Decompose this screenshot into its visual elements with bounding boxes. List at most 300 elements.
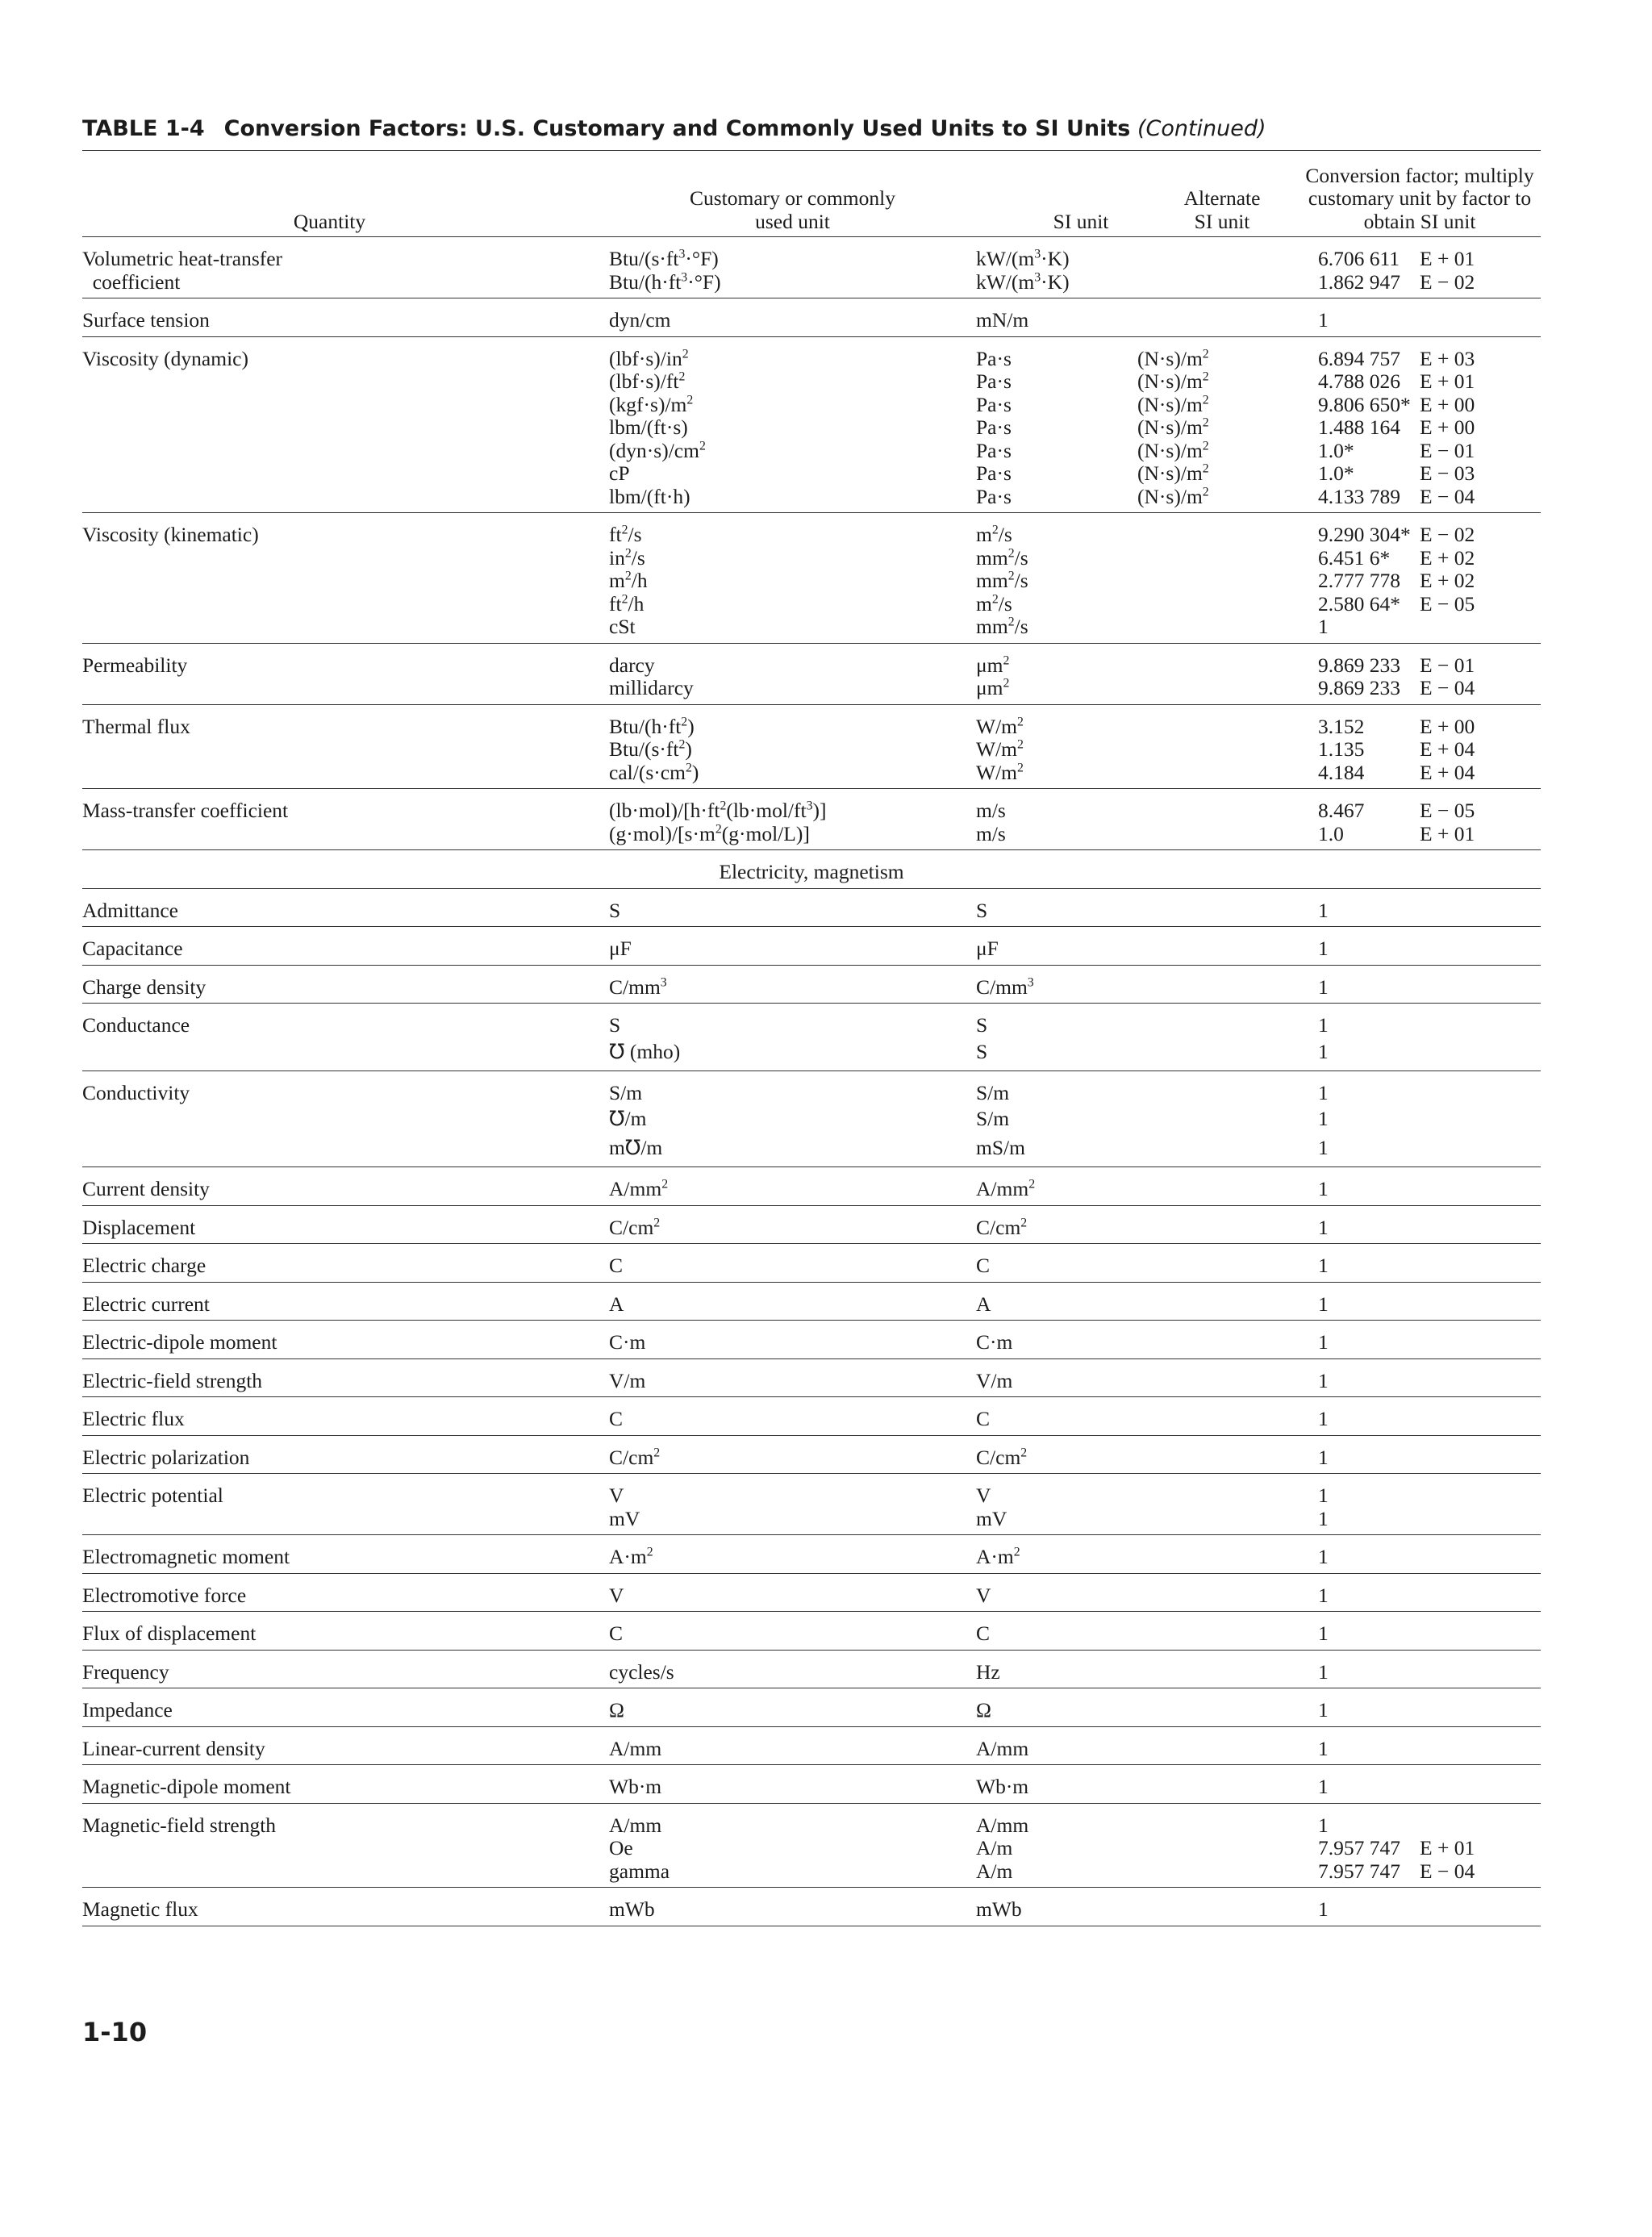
si-unit-text: Pa·s — [976, 415, 1012, 439]
conversion-factor-line — [1318, 524, 1541, 547]
table-row — [82, 1397, 1541, 1436]
alternate-si-unit-cell — [1137, 1071, 1299, 1167]
customary-unit-text: $C/cm^2$ — [609, 1215, 661, 1239]
customary-unit-text: lbm/(ft·h) — [609, 484, 690, 508]
factor-value: 1 — [1318, 1080, 1329, 1104]
alternate-si-unit-cell — [1137, 336, 1299, 513]
alternate-si-unit-text — [1137, 309, 1299, 332]
factor-value: 1 — [1318, 1506, 1329, 1530]
conversion-factor-cell — [1299, 927, 1541, 966]
si-unit-cell — [976, 1435, 1137, 1474]
factor-value: 9.806 650* — [1318, 392, 1411, 416]
quantity-cell — [82, 927, 609, 966]
factor-value: 1 — [1318, 1039, 1329, 1063]
customary-unit-cell — [609, 1573, 976, 1612]
conversion-factor-cell — [1299, 1573, 1541, 1612]
table-row — [82, 1071, 1541, 1167]
quantity-cell — [82, 1358, 609, 1397]
customary-unit-cell — [609, 1803, 976, 1888]
conversion-factor-line — [1318, 616, 1541, 639]
customary-unit-text: cycles/s — [609, 1659, 674, 1684]
alternate-si-unit-text — [1137, 248, 1299, 271]
factor-value: 1 — [1318, 308, 1329, 332]
factor-value: 1.0* — [1318, 438, 1354, 462]
alternate-si-unit-cell — [1137, 1726, 1299, 1765]
conversion-factor-line — [1318, 348, 1541, 371]
si-unit-cell — [976, 1688, 1137, 1727]
customary-unit-text: $(lb\cdot mol)/[h\cdot ft^2(lb\cdot mol/ft^3)]$ — [609, 799, 827, 822]
conversion-factor-line — [1318, 1584, 1541, 1608]
customary-unit-text: $(kgf\cdot s)/m^2$ — [609, 392, 694, 416]
si-unit-cell — [976, 1167, 1137, 1206]
quantity-cell — [82, 336, 609, 513]
si-unit-text: mV — [976, 1506, 1007, 1530]
alternate-si-unit-cell — [1137, 237, 1299, 298]
table-row — [82, 1205, 1541, 1244]
factor-value: 3.152 — [1318, 714, 1365, 738]
si-unit-text: C — [976, 1254, 991, 1277]
customary-unit-cell — [609, 1650, 976, 1688]
conversion-factor-line — [1318, 271, 1541, 294]
si-unit-text: V — [976, 1484, 991, 1507]
conversion-factor-cell — [1299, 1888, 1541, 1926]
conversion-factor-line — [1318, 899, 1541, 923]
customary-unit-text: m℧/m — [609, 1136, 663, 1159]
quantity-cell — [82, 965, 609, 1004]
quantity-cell — [82, 704, 609, 789]
factor-exponent: E + 00 — [1420, 714, 1475, 738]
factor-value: 1 — [1318, 1445, 1329, 1469]
quantity-cell — [82, 1167, 609, 1206]
alternate-si-unit-text — [1137, 976, 1299, 1000]
table-row — [82, 1888, 1541, 1926]
alternate-si-unit-text — [1137, 1082, 1299, 1105]
customary-unit-text: Btu/$(s\cdot ft^3\cdot^\circ F)$ — [609, 247, 719, 270]
factor-exponent: E − 01 — [1420, 438, 1475, 462]
quantity-cell — [82, 1650, 609, 1688]
customary-unit-text: ℧/m — [609, 1107, 647, 1130]
si-unit-text: A/mm — [976, 1813, 1029, 1837]
si-unit-cell — [976, 1888, 1137, 1926]
alternate-si-unit-cell — [1137, 1321, 1299, 1359]
factor-value: 9.869 233 — [1318, 676, 1400, 699]
si-unit-text: S — [976, 1013, 988, 1037]
table-row — [82, 513, 1541, 644]
factor-exponent: E + 04 — [1420, 760, 1475, 784]
alternate-si-unit-cell — [1137, 1474, 1299, 1535]
factor-value: 9.290 304* — [1318, 523, 1411, 546]
customary-unit-cell — [609, 1726, 976, 1765]
conversion-factor-line — [1318, 547, 1541, 570]
conversion-factor-cell — [1299, 1650, 1541, 1688]
table-row — [82, 1726, 1541, 1765]
conversion-factor-line — [1318, 1814, 1541, 1838]
customary-unit-cell — [609, 336, 976, 513]
customary-unit-text: millidarcy — [609, 676, 694, 699]
customary-unit-text: A — [609, 1292, 624, 1316]
table-row — [82, 1573, 1541, 1612]
customary-unit-text: $m^2/h$ — [609, 569, 648, 592]
alternate-si-unit-text — [1137, 799, 1299, 823]
customary-unit-cell — [609, 513, 976, 644]
conversion-factor-cell — [1299, 1726, 1541, 1765]
conversion-factor-cell — [1299, 965, 1541, 1004]
conversion-factor-cell — [1299, 789, 1541, 850]
si-unit-cell — [976, 1071, 1137, 1167]
factor-value: 1 — [1318, 1330, 1329, 1354]
customary-unit-text: cal/$(s\cdot cm^2)$ — [609, 760, 699, 784]
si-unit-cell — [976, 927, 1137, 966]
customary-unit-text: gamma — [609, 1859, 670, 1883]
table-label: TABLE 1-4 — [82, 116, 205, 141]
quantity-text: Thermal flux — [82, 714, 190, 738]
customary-unit-text: S — [609, 898, 621, 922]
quantity-text: Permeability — [82, 653, 188, 677]
conversion-factor-line — [1318, 1661, 1541, 1684]
conversion-factor-cell — [1299, 1435, 1541, 1474]
conversion-factor-line — [1318, 937, 1541, 961]
si-unit-text: S/m — [976, 1107, 1010, 1130]
si-unit-cell — [976, 1358, 1137, 1397]
factor-value: 1 — [1318, 1775, 1329, 1798]
customary-unit-cell — [609, 1358, 976, 1397]
si-unit-cell — [976, 1397, 1137, 1436]
quantity-text: Viscosity (dynamic) — [82, 346, 248, 370]
customary-unit-text: C — [609, 1407, 624, 1430]
si-unit-cell — [976, 1474, 1137, 1535]
customary-unit-cell — [609, 1688, 976, 1727]
customary-unit-text: $(lbf\cdot s)/in^2$ — [609, 346, 689, 370]
customary-unit-cell — [609, 643, 976, 704]
si-unit-cell — [976, 704, 1137, 789]
conversion-factor-line — [1318, 1104, 1541, 1133]
alternate-si-unit-cell — [1137, 1688, 1299, 1727]
header-conversion-factor: Conversion factor; multiply customary unit by factor to obtain SI unit — [1299, 151, 1541, 237]
table-row — [82, 1321, 1541, 1359]
customary-unit-cell — [609, 1282, 976, 1321]
alternate-si-unit-text — [1137, 716, 1299, 739]
alternate-si-unit-text — [1137, 1408, 1299, 1431]
quantity-text: Surface tension — [82, 308, 210, 332]
factor-value: 1 — [1318, 1254, 1329, 1277]
factor-exponent: E − 03 — [1420, 461, 1475, 485]
quantity-cell — [82, 1321, 609, 1359]
si-unit-text: $C/mm^3$ — [976, 975, 1034, 999]
alternate-si-unit-text — [1137, 1014, 1299, 1037]
si-unit-text: $\mu m^2$ — [976, 676, 1010, 699]
factor-value: 9.869 233 — [1318, 653, 1400, 677]
conversion-factor-cell — [1299, 1244, 1541, 1283]
si-unit-text: $W/m^2$ — [976, 737, 1024, 761]
alternate-si-unit-cell — [1137, 1167, 1299, 1206]
conversion-factor-line — [1318, 762, 1541, 785]
factor-exponent: E + 01 — [1420, 1836, 1475, 1859]
alternate-si-unit-text: $(N\cdot s)/m^2$ — [1137, 484, 1209, 508]
customary-unit-cell — [609, 1535, 976, 1574]
customary-unit-cell — [609, 965, 976, 1004]
customary-unit-cell — [609, 1205, 976, 1244]
conversion-factor-line — [1318, 1484, 1541, 1508]
quantity-cell — [82, 1573, 609, 1612]
quantity-cell — [82, 1205, 609, 1244]
conversion-factor-cell — [1299, 1004, 1541, 1071]
customary-unit-text: A/mm — [609, 1813, 662, 1837]
alternate-si-unit-text — [1137, 1217, 1299, 1240]
si-unit-cell — [976, 1726, 1137, 1765]
quantity-cell — [82, 1535, 609, 1574]
si-unit-text: m/s — [976, 799, 1006, 822]
customary-unit-text: $in^2/s$ — [609, 545, 645, 570]
factor-exponent: E − 04 — [1420, 484, 1475, 508]
alternate-si-unit-text: $(N\cdot s)/m^2$ — [1137, 392, 1209, 416]
si-unit-text: Pa·s — [976, 346, 1012, 370]
conversion-factor-cell — [1299, 1535, 1541, 1574]
alternate-si-unit-text — [1137, 1508, 1299, 1531]
si-unit-cell — [976, 1803, 1137, 1888]
conversion-factor-line — [1318, 1738, 1541, 1761]
si-unit-text: S — [976, 1039, 988, 1063]
alternate-si-unit-text — [1137, 1293, 1299, 1317]
alternate-si-unit-cell — [1137, 1244, 1299, 1283]
quantity-text: Charge density — [82, 975, 206, 999]
conversion-factor-line — [1318, 823, 1541, 846]
customary-unit-text: Btu/$(h\cdot ft^3\cdot^\circ F)$ — [609, 269, 721, 294]
alternate-si-unit-text — [1137, 1837, 1299, 1860]
factor-exponent: E + 03 — [1420, 346, 1475, 370]
customary-unit-text: mWb — [609, 1897, 655, 1921]
table-row — [82, 888, 1541, 927]
conversion-factor-cell — [1299, 643, 1541, 704]
customary-unit-text: $(g\cdot mol)/[s\cdot m^2(g\cdot mol/L)]$ — [609, 821, 810, 845]
quantity-text: Electric-field strength — [82, 1368, 263, 1392]
alternate-si-unit-cell — [1137, 965, 1299, 1004]
section-header-row — [82, 850, 1541, 889]
factor-value: 1 — [1318, 1013, 1329, 1037]
conversion-factor-line — [1318, 416, 1541, 440]
quantity-cell — [82, 643, 609, 704]
quantity-text: Volumetric heat-transfer — [82, 247, 283, 270]
quantity-cell — [82, 237, 609, 298]
si-unit-cell — [976, 1573, 1137, 1612]
table-body — [82, 237, 1541, 1926]
si-unit-text: $m^2/s$ — [976, 523, 1012, 546]
si-unit-text: C·m — [976, 1330, 1013, 1354]
customary-unit-cell — [609, 1321, 976, 1359]
alternate-si-unit-text — [1137, 1860, 1299, 1884]
table-row — [82, 1358, 1541, 1397]
alternate-si-unit-cell — [1137, 1397, 1299, 1436]
factor-value: 2.777 778 — [1318, 569, 1400, 592]
table-row — [82, 1688, 1541, 1727]
conversion-factor-line — [1318, 248, 1541, 271]
conversion-factor-line — [1318, 440, 1541, 463]
factor-value: 6.894 757 — [1318, 346, 1400, 370]
table-row — [82, 1612, 1541, 1651]
si-unit-cell — [976, 513, 1137, 644]
conversion-factor-line — [1318, 1408, 1541, 1431]
customary-unit-text: Oe — [609, 1836, 633, 1859]
alternate-si-unit-text — [1137, 738, 1299, 762]
quantity-cell — [82, 513, 609, 644]
factor-value: 1 — [1318, 1897, 1329, 1921]
alternate-si-unit-cell — [1137, 1535, 1299, 1574]
si-unit-text: Pa·s — [976, 438, 1012, 462]
table-header-row — [82, 151, 1541, 237]
alternate-si-unit-cell — [1137, 1573, 1299, 1612]
conversion-factor-line — [1318, 677, 1541, 700]
factor-exponent: E + 02 — [1420, 545, 1475, 570]
alternate-si-unit-text: $(N\cdot s)/m^2$ — [1137, 438, 1209, 462]
si-unit-cell — [976, 1535, 1137, 1574]
factor-value: 1 — [1318, 1698, 1329, 1722]
alternate-si-unit-text — [1137, 1814, 1299, 1838]
conversion-factor-line — [1318, 462, 1541, 486]
factor-exponent: E − 04 — [1420, 1859, 1475, 1883]
customary-unit-text: C — [609, 1621, 624, 1645]
table-row — [82, 1535, 1541, 1574]
factor-exponent: E − 04 — [1420, 676, 1475, 699]
factor-value: 1 — [1318, 1215, 1329, 1239]
si-unit-text: V — [976, 1583, 991, 1607]
table-title — [82, 113, 1266, 145]
factor-value: 4.184 — [1318, 760, 1365, 784]
quantity-text: Current density — [82, 1177, 210, 1200]
si-unit-text: $mm^2/s$ — [976, 615, 1028, 638]
factor-value: 1 — [1318, 1545, 1329, 1568]
si-unit-cell — [976, 1244, 1137, 1283]
conversion-factor-cell — [1299, 1321, 1541, 1359]
si-unit-text: V/m — [976, 1368, 1013, 1392]
alternate-si-unit-cell — [1137, 298, 1299, 337]
si-unit-text: mS/m — [976, 1136, 1025, 1159]
alternate-si-unit-text — [1137, 1178, 1299, 1201]
conversion-factor-line — [1318, 309, 1541, 332]
customary-unit-text: Wb·m — [609, 1775, 662, 1798]
conversion-factor-line — [1318, 370, 1541, 394]
alternate-si-unit-text — [1137, 937, 1299, 961]
conversion-factor-line — [1318, 1508, 1541, 1531]
alternate-si-unit-cell — [1137, 1004, 1299, 1071]
quantity-text: Electromotive force — [82, 1583, 247, 1607]
si-unit-text: $C/cm^2$ — [976, 1445, 1028, 1469]
quantity-text: Displacement — [82, 1215, 196, 1239]
quantity-text: Magnetic flux — [82, 1897, 198, 1921]
conversion-factor-line — [1318, 1370, 1541, 1393]
customary-unit-text: cP — [609, 461, 630, 485]
quantity-text: Conductance — [82, 1013, 190, 1037]
alternate-si-unit-text — [1137, 1037, 1299, 1066]
customary-unit-cell — [609, 1888, 976, 1926]
alternate-si-unit-text — [1137, 271, 1299, 294]
alternate-si-unit-cell — [1137, 1435, 1299, 1474]
alternate-si-unit-text — [1137, 1661, 1299, 1684]
conversion-factor-line — [1318, 1178, 1541, 1201]
quantity-text: Conductivity — [82, 1080, 190, 1104]
factor-value: 7.957 747 — [1318, 1859, 1400, 1883]
factor-value: 1 — [1318, 1177, 1329, 1200]
conversion-factor-line — [1318, 654, 1541, 678]
alternate-si-unit-text: $(N\cdot s)/m^2$ — [1137, 461, 1209, 485]
si-unit-text: Wb·m — [976, 1775, 1029, 1798]
customary-unit-text: C — [609, 1254, 624, 1277]
conversion-factor-cell — [1299, 1765, 1541, 1804]
conversion-factor-line — [1318, 1217, 1541, 1240]
si-unit-text: μF — [976, 937, 999, 960]
alternate-si-unit-cell — [1137, 1765, 1299, 1804]
conversion-factor-line — [1318, 1037, 1541, 1066]
conversion-factor-line — [1318, 1776, 1541, 1799]
quantity-cell — [82, 1244, 609, 1283]
si-unit-text: Pa·s — [976, 392, 1012, 416]
quantity-text: Electric current — [82, 1292, 210, 1316]
si-unit-cell — [976, 643, 1137, 704]
si-unit-text: C — [976, 1407, 991, 1430]
factor-exponent: E + 02 — [1420, 569, 1475, 592]
customary-unit-text: $(lbf\cdot s)/ft^2$ — [609, 369, 686, 393]
si-unit-text: A — [976, 1292, 991, 1316]
customary-unit-text: mV — [609, 1506, 640, 1530]
factor-value: 1 — [1318, 1292, 1329, 1316]
si-unit-cell — [976, 298, 1137, 337]
customary-unit-cell — [609, 1435, 976, 1474]
factor-value: 4.788 026 — [1318, 369, 1400, 393]
table-row — [82, 789, 1541, 850]
si-unit-cell — [976, 1612, 1137, 1651]
factor-value: 1.135 — [1318, 737, 1365, 761]
conversion-factor-cell — [1299, 1282, 1541, 1321]
quantity-text: Magnetic-dipole moment — [82, 1775, 291, 1798]
factor-exponent: E + 00 — [1420, 392, 1475, 416]
header-customary-unit: Customary or commonly used unit — [609, 151, 976, 237]
conversion-factor-cell — [1299, 298, 1541, 337]
customary-unit-text: $ft^2/h$ — [609, 591, 645, 616]
table-row — [82, 237, 1541, 298]
customary-unit-cell — [609, 1167, 976, 1206]
conversion-factor-cell — [1299, 1358, 1541, 1397]
alternate-si-unit-text — [1137, 616, 1299, 639]
customary-unit-cell — [609, 1071, 976, 1167]
factor-value: 1 — [1318, 937, 1329, 960]
factor-value: 1 — [1318, 1621, 1329, 1645]
factor-exponent: E + 01 — [1420, 821, 1475, 845]
alternate-si-unit-cell — [1137, 1358, 1299, 1397]
quantity-text: Electric potential — [82, 1484, 223, 1507]
customary-unit-text: $(dyn\cdot s)/cm^2$ — [609, 438, 706, 462]
conversion-factor-line — [1318, 1014, 1541, 1037]
si-unit-text: Hz — [976, 1659, 1000, 1684]
conversion-factor-line — [1318, 1622, 1541, 1646]
table-row — [82, 1435, 1541, 1474]
quantity-text: Electric-dipole moment — [82, 1330, 277, 1354]
si-unit-text: Pa·s — [976, 461, 1012, 485]
conversion-factor-cell — [1299, 1688, 1541, 1727]
si-unit-cell — [976, 237, 1137, 298]
factor-exponent: E − 05 — [1420, 591, 1475, 616]
alternate-si-unit-text — [1137, 1254, 1299, 1278]
quantity-cell — [82, 1435, 609, 1474]
table-row — [82, 643, 1541, 704]
factor-value: 1 — [1318, 1813, 1329, 1837]
table-row — [82, 927, 1541, 966]
customary-unit-cell — [609, 298, 976, 337]
si-unit-text: S/m — [976, 1080, 1010, 1104]
alternate-si-unit-cell — [1137, 888, 1299, 927]
si-unit-text: $W/m^2$ — [976, 760, 1024, 784]
table-row — [82, 1765, 1541, 1804]
conversion-factor-cell — [1299, 513, 1541, 644]
alternate-si-unit-text — [1137, 823, 1299, 846]
alternate-si-unit-cell — [1137, 704, 1299, 789]
